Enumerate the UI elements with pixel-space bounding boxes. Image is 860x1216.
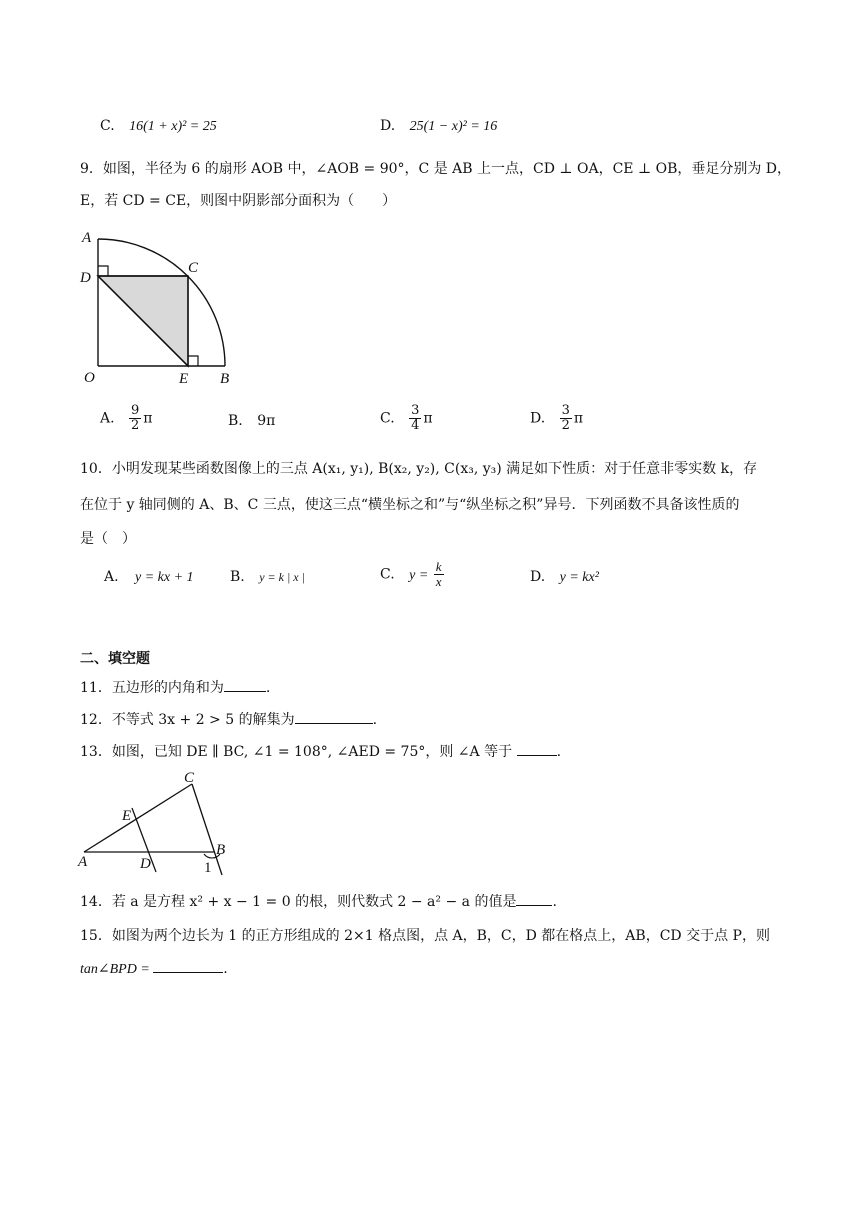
q10-text-line3: 是（ ） [80,531,136,547]
q9-option-b [228,413,275,429]
q11-text: 11．五边形的内角和为 [80,680,224,696]
q14-text: 14．若 a 是方程 x² + x − 1 = 0 的根，则代数式 2 − a² − a 的值是 [80,894,517,910]
label-angle-1: 1 [204,860,212,876]
right-angle-e [188,356,198,366]
label-d: D [80,270,91,286]
q9-option-d [530,404,583,433]
q8-option-d [380,118,497,135]
q10-option-c [380,560,446,589]
answer-blank[interactable] [153,960,223,973]
q13-text: 13．如图，已知 DE ∥ BC, ∠1 = 108°, ∠AED = 75°，则 ∠A 等于 [80,744,517,760]
q10-option-a [104,569,194,586]
q10-option-d [530,569,599,586]
option-label: A. [100,410,115,427]
q9-text-line2: E，若 CD = CE，则图中阴影部分面积为（ ） [80,193,397,209]
q10-option-b [230,569,305,585]
fraction [434,560,444,589]
option-label: C. [380,566,395,583]
option-label: C. [380,410,395,427]
pi-suffix: π [573,410,584,427]
option-text: 9π [257,413,276,429]
q13-figure [76,768,236,878]
label-e: E [179,371,189,387]
denominator: 2 [561,418,570,433]
q11 [80,677,270,697]
q8-option-c [100,118,217,135]
q15-text-line2: tan∠BPD = [80,962,154,977]
numerator: k [435,559,442,574]
option-label: D. [530,569,546,585]
pi-suffix: π [143,410,153,427]
option-label: D. [530,410,546,427]
period: . [556,744,562,760]
label-c: C [184,770,195,786]
label-b: B [216,842,226,858]
q9-text-line1: 9．如图，半径为 6 的扇形 AOB 中，∠AOB = 90°，C 是 AB 上一点，CD ⊥ OA，CE ⊥ OB，垂足分别为 D， [80,161,792,177]
option-label: B. [230,569,245,585]
numerator: 9 [131,403,140,418]
numerator: 3 [561,403,570,418]
fraction [409,404,421,433]
denominator: x [435,574,442,589]
q12 [80,709,377,729]
q14 [80,891,557,911]
period: . [372,712,378,728]
period: . [552,894,557,910]
label-a: A [78,854,88,870]
label-b: B [220,371,230,387]
right-angle-d [98,266,108,276]
answer-blank[interactable] [517,743,557,756]
answer-blank[interactable] [516,893,552,906]
option-label: A. [104,569,119,585]
period: . [223,961,228,977]
label-o: O [84,370,95,386]
q9-option-c [380,404,433,433]
option-label: D. [380,118,396,134]
label-c: C [188,260,199,276]
label-d: D [140,856,151,872]
q10-text-line2: 在位于 y 轴同侧的 A、B、C 三点，使这三点“横坐标之和”与“纵坐标之积”异号．下列函数不具备该性质的 [80,497,740,513]
label-e: E [122,808,132,824]
q15-line2 [80,960,228,978]
option-prefix: y = [409,567,432,583]
q12-text: 12．不等式 3x + 2 > 5 的解集为 [80,712,295,728]
option-label: B. [228,413,243,429]
option-text: 25(1 − x)² = 16 [409,119,498,134]
q15-text-line1: 15．如图为两个边长为 1 的正方形组成的 2×1 格点图，点 A，B，C，D 都在格点上，AB，CD 交于点 P，则 [80,928,770,944]
option-text: y = kx² [559,570,599,585]
numerator: 3 [411,403,420,418]
q9-option-a [100,404,153,433]
q9-figure [76,226,246,388]
fraction [129,404,141,433]
fraction [560,404,572,433]
denominator: 4 [411,418,420,433]
option-label: C. [100,118,115,134]
label-a: A [82,230,92,246]
period: . [265,680,271,696]
q10-text-line1: 10．小明发现某些函数图像上的三点 A(x₁, y₁), B(x₂, y₂), C(x₃, y₃) 满足如下性质：对于任意非零实数 k，存 [80,461,758,477]
option-text: y = kx + 1 [135,570,194,585]
option-text: 16(1 + x)² = 25 [129,119,217,134]
answer-blank[interactable] [224,679,266,692]
section-heading: 二、填空题 [80,651,150,667]
denominator: 2 [131,418,140,433]
answer-blank[interactable] [295,711,373,724]
pi-suffix: π [423,410,433,427]
q13 [80,741,561,761]
option-text: y = k | x | [259,570,305,584]
segment-ac [84,784,192,852]
